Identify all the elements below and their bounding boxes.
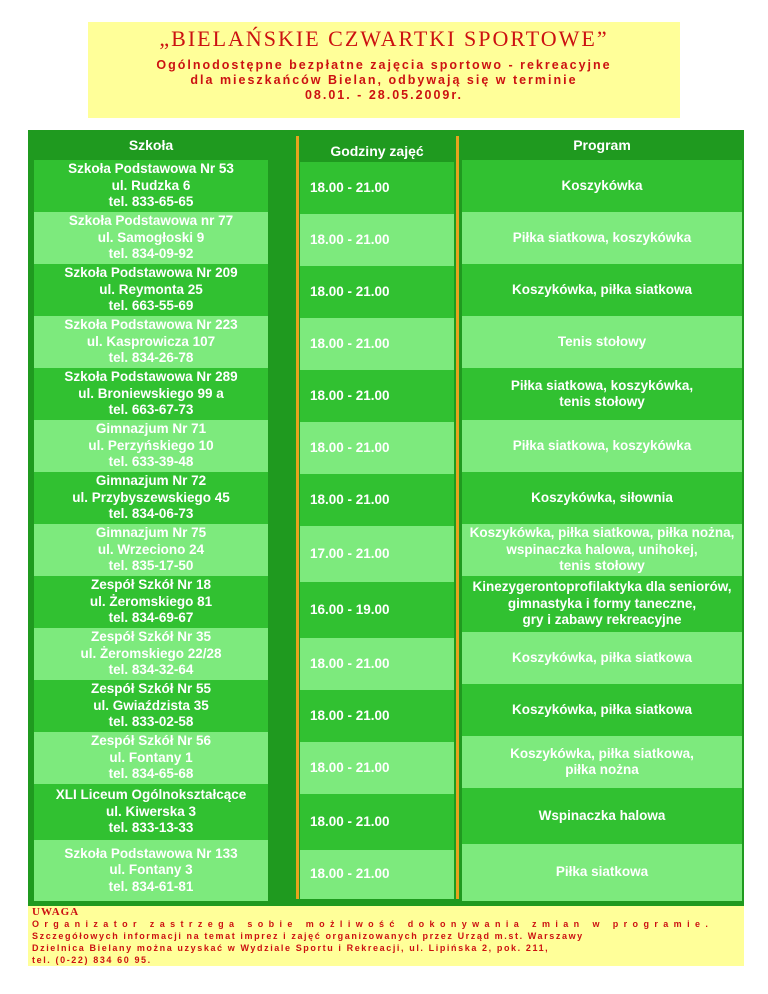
program-cell-text: Tenis stołowy bbox=[557, 333, 647, 349]
hours-cell-text: 18.00 - 21.00 bbox=[310, 813, 390, 829]
program-cell bbox=[462, 472, 742, 524]
header-line-1: Ogólnodostępne bezpłatne zajęcia sportowo - rekreacyjne bbox=[156, 58, 612, 72]
footer-line-1: Organizator zastrzega sobie możliwość dokonywania zmian w programie. bbox=[32, 919, 714, 929]
program-cell-text: Piłka siatkowa, koszykówka bbox=[512, 437, 692, 453]
column-separator bbox=[296, 136, 299, 899]
hours-cell bbox=[300, 526, 454, 582]
school-cell-text: Szkoła Podstawowa nr 77 ul. Samogłoski 9 tel. 834-09-92 bbox=[68, 213, 234, 262]
hours-cell bbox=[300, 794, 454, 850]
program-cell bbox=[462, 632, 742, 684]
school-cell-text: Zespół Szkół Nr 56 ul. Fontany 1 tel. 834-65-68 bbox=[90, 733, 212, 782]
school-cell-text: Gimnazjum Nr 71 ul. Perzyńskiego 10 tel. 633-39-48 bbox=[88, 421, 214, 470]
school-cell bbox=[34, 472, 268, 524]
school-cell bbox=[34, 212, 268, 264]
school-column bbox=[34, 130, 268, 901]
hours-cell bbox=[300, 318, 454, 370]
program-cell bbox=[462, 264, 742, 316]
school-cell-text: Szkoła Podstawowa Nr 53 ul. Rudzka 6 tel. 833-65-65 bbox=[68, 161, 234, 210]
hours-cell-text: 17.00 - 21.00 bbox=[310, 545, 390, 561]
program-cell bbox=[462, 576, 742, 632]
school-cell-text: Zespół Szkół Nr 35 ul. Żeromskiego 22/28 tel. 834-32-64 bbox=[80, 629, 222, 678]
hours-cell bbox=[300, 850, 454, 899]
school-cell-text: Zespół Szkół Nr 18 ul. Żeromskiego 81 tel. 834-69-67 bbox=[89, 577, 213, 626]
column-separator bbox=[456, 136, 459, 899]
hours-cell-text: 18.00 - 21.00 bbox=[310, 655, 390, 671]
hours-column bbox=[300, 136, 454, 899]
program-cell-text: Koszykówka bbox=[561, 177, 643, 193]
program-cell bbox=[462, 368, 742, 420]
school-cell-text: XLI Liceum Ogólnokształcące ul. Kiwerska 3 tel. 833-13-33 bbox=[55, 787, 247, 836]
school-cell bbox=[34, 420, 268, 472]
school-cell-text: Szkoła Podstawowa Nr 223 ul. Kasprowicza 107 tel. 834-26-78 bbox=[64, 317, 238, 366]
hours-cell-text: 18.00 - 21.00 bbox=[310, 759, 390, 775]
footer-line-4: tel. (0-22) 834 60 95. bbox=[32, 955, 152, 965]
hours-cell-text: 18.00 - 21.00 bbox=[310, 439, 390, 455]
school-cell bbox=[34, 840, 268, 901]
hours-cell bbox=[300, 638, 454, 690]
school-cell-text: Szkoła Podstawowa Nr 289 ul. Broniewskiego 99 a tel. 663-67-73 bbox=[64, 369, 238, 418]
program-cell-text: Koszykówka, piłka siatkowa, piłka nożna bbox=[510, 745, 694, 777]
program-cell bbox=[462, 316, 742, 368]
school-cell bbox=[34, 784, 268, 840]
hours-column-header: Godziny zajęć bbox=[330, 143, 424, 159]
footer-title: UWAGA bbox=[32, 906, 80, 918]
school-cell bbox=[34, 576, 268, 628]
school-cell-text: Gimnazjum Nr 75 ul. Wrzeciono 24 tel. 835-17-50 bbox=[95, 525, 207, 574]
school-cell bbox=[34, 368, 268, 420]
program-cell-text: Koszykówka, piłka siatkowa bbox=[511, 701, 693, 717]
school-cell bbox=[34, 524, 268, 576]
hours-cell bbox=[300, 370, 454, 422]
footer-note bbox=[28, 906, 744, 966]
footer-line-3: Dzielnica Bielany można uzyskać w Wydziale Sportu i Rekreacji, ul. Lipińska 2, pok. 211, bbox=[32, 943, 550, 953]
hours-cell-text: 18.00 - 21.00 bbox=[310, 707, 390, 723]
program-cell-text: Koszykówka, piłka siatkowa, piłka nożna, wspinaczka halowa, unihokej, tenis stołowy bbox=[469, 525, 735, 574]
program-cell bbox=[462, 844, 742, 901]
school-cell-text: Zespół Szkół Nr 55 ul. Gwiaździsta 35 tel. 833-02-58 bbox=[90, 681, 212, 730]
program-column bbox=[462, 130, 742, 901]
program-cell-text: Piłka siatkowa bbox=[555, 864, 649, 880]
school-cell bbox=[34, 628, 268, 680]
school-cell bbox=[34, 264, 268, 316]
hours-cell bbox=[300, 582, 454, 638]
program-cell bbox=[462, 524, 742, 576]
hours-cell-text: 18.00 - 21.00 bbox=[310, 283, 390, 299]
page-title: „BIELAŃSKIE CZWARTKI SPORTOWE” bbox=[159, 26, 609, 51]
hours-cell bbox=[300, 266, 454, 318]
hours-cell bbox=[300, 474, 454, 526]
program-cell-text: Piłka siatkowa, koszykówka bbox=[512, 229, 692, 245]
hours-cell-text: 18.00 - 21.00 bbox=[310, 866, 390, 882]
hours-cell bbox=[300, 742, 454, 794]
hours-cell bbox=[300, 690, 454, 742]
hours-cell-text: 18.00 - 21.00 bbox=[310, 231, 390, 247]
school-cell bbox=[34, 732, 268, 784]
program-cell-text: Piłka siatkowa, koszykówka, tenis stołowy bbox=[510, 377, 694, 409]
hours-cell-text: 16.00 - 19.00 bbox=[310, 601, 390, 617]
hours-cell bbox=[300, 422, 454, 474]
program-cell bbox=[462, 212, 742, 264]
hours-cell-text: 18.00 - 21.00 bbox=[310, 335, 390, 351]
hours-cell-text: 18.00 - 21.00 bbox=[310, 491, 390, 507]
hours-cell-text: 18.00 - 21.00 bbox=[310, 179, 390, 195]
program-cell bbox=[462, 160, 742, 212]
header-line-2: dla mieszkańców Bielan, odbywają się w terminie bbox=[190, 73, 578, 87]
schedule-table bbox=[28, 130, 744, 907]
hours-cell bbox=[300, 162, 454, 214]
school-cell bbox=[34, 680, 268, 732]
program-cell-text: Koszykówka, siłownia bbox=[531, 489, 673, 505]
header-banner bbox=[88, 22, 680, 118]
school-cell bbox=[34, 316, 268, 368]
school-column-header: Szkoła bbox=[128, 137, 174, 153]
school-cell bbox=[34, 160, 268, 212]
program-cell bbox=[462, 684, 742, 736]
header-subtitle bbox=[88, 58, 680, 103]
program-cell-text: Kinezygerontoprofilaktyka dla seniorów, gimnastyka i formy taneczne, gry i zabawy rekreacyjne bbox=[472, 579, 732, 628]
program-column-header: Program bbox=[573, 137, 631, 153]
footer-line-2: Szczegółowych informacji na temat imprez i zajęć organizowanych przez Urząd m.st. Warszawy bbox=[32, 931, 584, 941]
program-cell-text: Koszykówka, piłka siatkowa bbox=[511, 649, 693, 665]
program-cell-text: Wspinaczka halowa bbox=[538, 807, 666, 823]
program-cell bbox=[462, 420, 742, 472]
hours-cell-text: 18.00 - 21.00 bbox=[310, 387, 390, 403]
school-cell-text: Szkoła Podstawowa Nr 133 ul. Fontany 3 tel. 834-61-81 bbox=[64, 845, 238, 894]
hours-cell bbox=[300, 214, 454, 266]
program-cell bbox=[462, 788, 742, 844]
header-dates: 08.01. - 28.05.2009r. bbox=[304, 88, 464, 102]
program-cell bbox=[462, 736, 742, 788]
school-cell-text: Szkoła Podstawowa Nr 209 ul. Reymonta 25 tel. 663-55-69 bbox=[64, 265, 238, 314]
program-cell-text: Koszykówka, piłka siatkowa bbox=[511, 281, 693, 297]
school-cell-text: Gimnazjum Nr 72 ul. Przybyszewskiego 45 tel. 834-06-73 bbox=[72, 473, 230, 522]
